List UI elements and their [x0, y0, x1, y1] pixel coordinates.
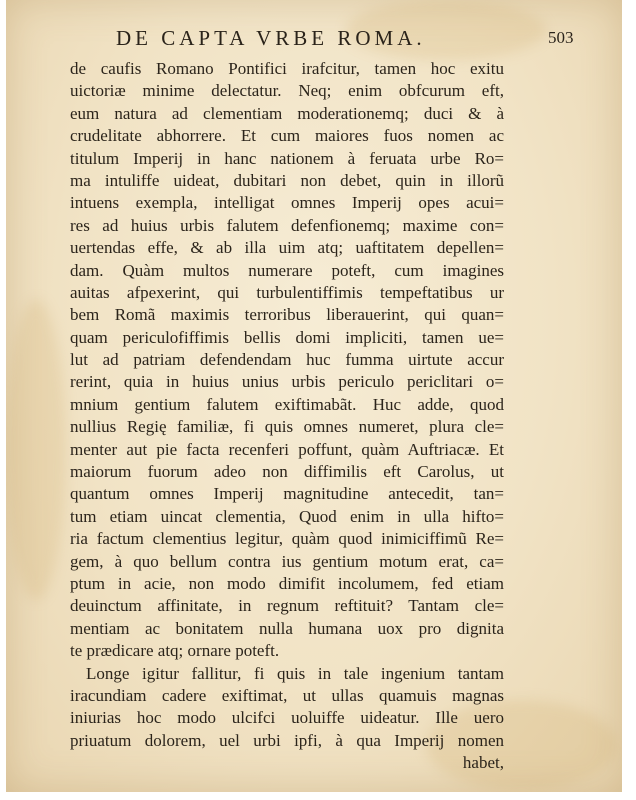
text-line: rerint, quia in huius unius urbis periculo periclitari o=	[70, 372, 504, 392]
text-line: ma intuliffe uideat, dubitari non debet, quin in illorũ	[70, 170, 504, 190]
body-text	[70, 58, 504, 775]
text-line: tum etiam uincat clementia, Quod enim in ulla hifto=	[70, 506, 504, 526]
running-title: DE CAPTA VRBE ROMA.	[116, 26, 426, 50]
text-line: uertendas effe, & ab illa uim atq; uaftitatem depellen=	[70, 238, 504, 258]
text-line: Longe igitur fallitur, fi quis in tale ingenium tantam	[86, 663, 504, 683]
text-line: uictoriæ minime delectatur. Neq; enim obfcurum eft,	[70, 81, 504, 101]
text-line: mentiam ac bonitatem nulla humana uox pro dignita	[70, 618, 504, 638]
text-line: iniurias hoc modo ulcifci uoluiffe uideatur. Ille uero	[70, 708, 504, 728]
text-line: mnium gentium falutem exiftimabãt. Huc adde, quod	[70, 394, 504, 414]
text-line: crudelitate abhorrere. Et cum maiores fuos nomen ac	[70, 126, 504, 146]
text-line: gem, à quo bellum contra ius gentium motum erat, ca=	[70, 551, 504, 571]
text-line: priuatum dolorem, uel urbi ipfi, à qua Imperij nomen	[70, 730, 504, 750]
text-line: intuens exempla, intelligat omnes Imperij opes acui=	[70, 193, 504, 213]
text-line: bem Romã maximis terroribus liberauerint, qui quan=	[70, 305, 504, 325]
text-line: ptum in acie, non modo dimifit incolumem, fed etiam	[70, 573, 504, 593]
text-line: dam. Quàm multos numerare poteft, cum imagines	[70, 260, 504, 280]
page-number: 503	[548, 28, 574, 47]
text-line: eum natura ad clementiam moderationemq; duci & à	[70, 103, 504, 123]
text-line: iracundiam cadere exiftimat, ut ullas quamuis magnas	[70, 685, 504, 705]
text-line: res ad huius urbis falutem defenfionemq; maxime con=	[70, 215, 504, 235]
text-line: quantum omnes Imperij magnitudine antecedit, tan=	[70, 484, 504, 504]
book-page	[6, 0, 622, 792]
text-line: ria factum clementius legitur, quàm quod inimiciffimũ Re=	[70, 529, 504, 549]
text-line: de caufis Romano Pontifici irafcitur, tamen hoc exitu	[70, 59, 504, 78]
page-stain	[6, 300, 66, 600]
text-line: te prædicare atq; ornare poteft.	[70, 641, 280, 661]
text-line: menter aut pie facta recenferi poffunt, quàm Auftriacæ. Et	[70, 439, 504, 459]
text-line: quam periculofiffimis bellis domi impliciti, tamen ue=	[70, 327, 504, 347]
text-line: auitas afpexerint, qui turbulentiffimis tempeftatibus ur	[70, 282, 504, 302]
text-line: nullius Regię familiæ, fi quis omnes numeret, plura cle=	[70, 417, 504, 437]
text-line: maiorum fuorum adeo non diffimilis eft Carolus, ut	[70, 462, 504, 482]
text-line: deuinctum affinitate, in regnum reftituit? Tantam cle=	[70, 596, 504, 616]
text-line: titulum Imperij in hanc nationem à feruata urbe Ro=	[70, 148, 504, 168]
catchword: habet,	[462, 753, 504, 773]
text-line: lut ad patriam defendendam huc fumma uirtute accur	[70, 350, 504, 370]
